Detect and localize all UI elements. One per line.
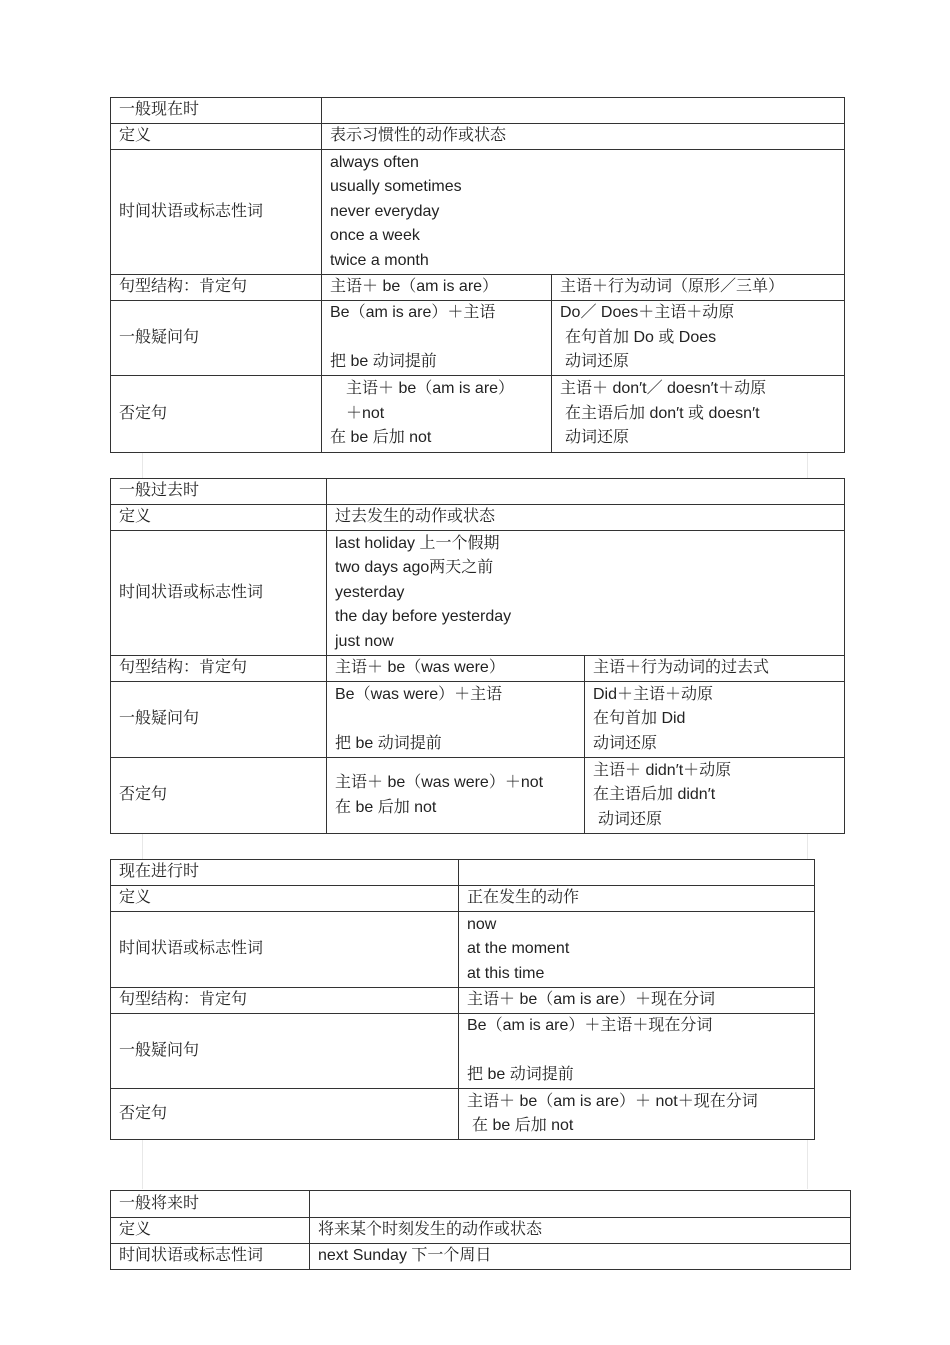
table-title: 一般现在时 bbox=[111, 98, 322, 124]
time-word: once a week bbox=[330, 227, 420, 245]
time-word: two days ago两天之前 bbox=[335, 559, 494, 577]
time-word: now bbox=[467, 915, 497, 933]
time-words-label: 时间状语或标志性词 bbox=[111, 912, 459, 988]
time-word: the day before yesterday bbox=[335, 608, 512, 626]
question-cell bbox=[459, 1014, 815, 1089]
question-note: 把 be 动词提前 bbox=[467, 1066, 574, 1084]
table-title: 现在进行时 bbox=[111, 860, 459, 886]
table-title: 一般将来时 bbox=[111, 1191, 310, 1218]
question-do-rule: Did＋主语＋动原 bbox=[593, 685, 714, 703]
time-word: never everyday bbox=[330, 202, 440, 220]
question-be-note: 把 be 动词提前 bbox=[330, 353, 437, 371]
question-be-rule: Be（am is are）＋主语 bbox=[330, 304, 496, 322]
negative-cell bbox=[459, 1089, 815, 1140]
definition-value: 将来某个时刻发生的动作或状态 bbox=[310, 1218, 851, 1244]
structure-label: 句型结构：肯定句 bbox=[111, 275, 322, 301]
time-words-cell bbox=[459, 912, 815, 988]
affirmative-verb: 主语＋行为动词（原形／三单） bbox=[552, 275, 845, 301]
empty-cell bbox=[327, 479, 845, 505]
affirmative-verb: 主语＋行为动词的过去式 bbox=[585, 656, 845, 682]
time-word: always often bbox=[330, 153, 419, 171]
affirmative-be: 主语＋ be（am is are） bbox=[322, 275, 552, 301]
question-do-cell bbox=[552, 301, 845, 376]
structure-label: 句型结构：肯定句 bbox=[111, 656, 327, 682]
negative-label: 否定句 bbox=[111, 376, 322, 453]
definition-label: 定义 bbox=[111, 124, 322, 150]
negative-do-note: 动词还原 bbox=[598, 810, 663, 828]
present-simple-table bbox=[110, 97, 845, 453]
time-word: next Sunday 下一个周日 bbox=[310, 1244, 851, 1270]
question-be-cell bbox=[327, 682, 585, 758]
definition-label: 定义 bbox=[111, 505, 327, 531]
scan-artifact bbox=[142, 1139, 808, 1189]
time-word: usually sometimes bbox=[330, 178, 462, 196]
question-label: 一般疑问句 bbox=[111, 301, 322, 376]
negative-label: 否定句 bbox=[111, 1089, 459, 1140]
structure-label: 句型结构：肯定句 bbox=[111, 988, 459, 1014]
present-continuous-table bbox=[110, 859, 815, 1140]
negative-do-note: 在主语后加 don′t 或 doesn′t bbox=[565, 404, 760, 422]
definition-label: 定义 bbox=[111, 886, 459, 912]
time-word: at the moment bbox=[467, 940, 570, 958]
question-do-rule: Do／ Does＋主语＋动原 bbox=[560, 304, 735, 322]
definition-value: 正在发生的动作 bbox=[459, 886, 815, 912]
negative-do-cell bbox=[552, 376, 845, 453]
negative-be-rule: 主语＋ be（was were）＋not bbox=[335, 774, 544, 791]
time-words-label: 时间状语或标志性词 bbox=[111, 150, 322, 275]
empty-cell bbox=[459, 860, 815, 886]
affirmative-be: 主语＋ be（was were） bbox=[327, 656, 585, 682]
affirmative-rule: 主语＋ be（am is are）＋现在分词 bbox=[459, 988, 815, 1014]
time-words-label: 时间状语或标志性词 bbox=[111, 531, 327, 656]
question-do-note: 动词还原 bbox=[593, 734, 658, 752]
question-be-cell bbox=[322, 301, 552, 376]
empty-cell bbox=[322, 98, 845, 124]
future-simple-table bbox=[110, 1190, 851, 1270]
time-words-cell bbox=[322, 150, 845, 275]
negative-do-note: 在主语后加 didn′t bbox=[593, 786, 716, 804]
scan-artifact bbox=[142, 453, 808, 478]
question-do-note: 动词还原 bbox=[565, 353, 630, 371]
question-label: 一般疑问句 bbox=[111, 1014, 459, 1089]
negative-rule: 主语＋ be（am is are）＋ not＋现在分词 bbox=[467, 1092, 758, 1110]
time-word: at this time bbox=[467, 964, 545, 982]
time-words-cell bbox=[327, 531, 845, 656]
negative-do-rule: 主语＋ don′t／ doesn′t＋动原 bbox=[560, 380, 767, 398]
question-rule: Be（am is are）＋主语＋现在分词 bbox=[467, 1017, 713, 1035]
question-do-cell bbox=[585, 682, 845, 758]
time-word: just now bbox=[335, 632, 394, 650]
scan-artifact bbox=[142, 833, 808, 859]
negative-be-cell bbox=[327, 758, 585, 834]
time-word: yesterday bbox=[335, 583, 405, 601]
question-be-rule: Be（was were）＋主语 bbox=[335, 685, 503, 703]
question-be-note: 把 be 动词提前 bbox=[335, 734, 442, 752]
definition-label: 定义 bbox=[111, 1218, 310, 1244]
question-do-note: 在句首加 Did bbox=[593, 710, 686, 728]
negative-note: 在 be 后加 not bbox=[472, 1117, 574, 1134]
negative-be-rule: ＋not bbox=[346, 404, 385, 422]
negative-do-rule: 主语＋ didn′t＋动原 bbox=[593, 761, 732, 779]
negative-be-note: 在 be 后加 not bbox=[330, 429, 432, 447]
negative-do-note: 动词还原 bbox=[565, 429, 630, 447]
time-words-label: 时间状语或标志性词 bbox=[111, 1244, 310, 1270]
negative-label: 否定句 bbox=[111, 758, 327, 834]
time-word: last holiday 上一个假期 bbox=[335, 534, 500, 552]
empty-cell bbox=[310, 1191, 851, 1218]
past-simple-table bbox=[110, 478, 845, 834]
negative-do-cell bbox=[585, 758, 845, 834]
definition-value: 表示习惯性的动作或状态 bbox=[322, 124, 845, 150]
time-word: twice a month bbox=[330, 251, 429, 269]
definition-value: 过去发生的动作或状态 bbox=[327, 505, 845, 531]
question-do-note: 在句首加 Do 或 Does bbox=[565, 328, 717, 346]
negative-be-rule: 主语＋ be（am is are） bbox=[346, 380, 515, 398]
table-title: 一般过去时 bbox=[111, 479, 327, 505]
negative-be-note: 在 be 后加 not bbox=[335, 798, 437, 816]
question-label: 一般疑问句 bbox=[111, 682, 327, 758]
negative-be-cell bbox=[322, 376, 552, 453]
